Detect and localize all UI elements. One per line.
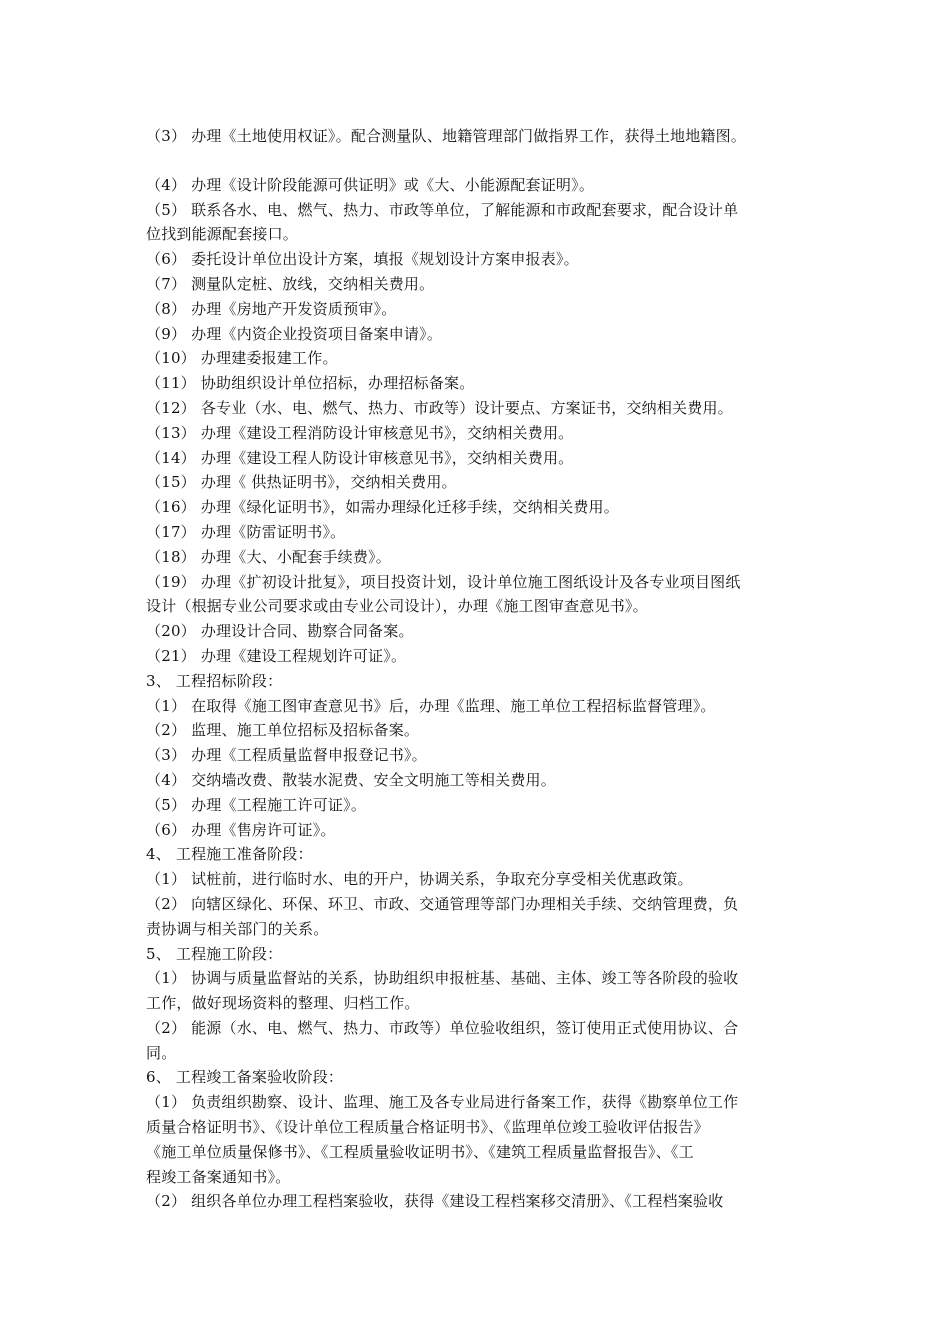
text-line: （1） 在取得《施工图审查意见书》后，办理《监理、施工单位工程招标监督管理》。: [146, 696, 716, 715]
text-line: （14） 办理《建设工程人防设计审核意见书》，交纳相关费用。: [146, 448, 574, 467]
text-line: （9） 办理《内资企业投资项目备案申请》。: [146, 324, 443, 343]
section-heading: 4、 工程施工准备阶段：: [146, 845, 313, 864]
text-line: 工作，做好现场资料的整理、归档工作。: [146, 994, 420, 1013]
text-line: （6） 办理《售房许可证》。: [146, 820, 336, 839]
text-line: （1） 负责组织勘察、设计、监理、施工及各专业局进行备案工作，获得《勘察单位工作: [146, 1093, 739, 1112]
text-line: （4） 办理《设计阶段能源可供证明》或《大、小能源配套证明》。: [146, 175, 595, 194]
text-line: 《施工单位质量保修书》、《工程质量验收证明书》、《建筑工程质量监督报告》、《工: [146, 1142, 694, 1161]
text-line: （2） 组织各单位办理工程档案验收，获得《建设工程档案移交清册》、《工程档案验收: [146, 1192, 724, 1211]
text-line: 设计（根据专业公司要求或由专业公司设计），办理《施工图审查意见书》。: [146, 597, 648, 616]
text-line: （2） 向辖区绿化、环保、环卫、市政、交通管理等部门办理相关手续、交纳管理费，负: [146, 894, 739, 913]
section-heading: 5、 工程施工阶段：: [146, 944, 283, 963]
text-line: （5） 联系各水、电、燃气、热力、市政等单位，了解能源和市政配套要求，配合设计单: [146, 200, 739, 219]
text-line: （2） 能源（水、电、燃气、热力、市政等）单位验收组织，签订使用正式使用协议、合: [146, 1018, 739, 1037]
text-line: （18） 办理《大、小配套手续费》。: [146, 547, 391, 566]
text-line: （3） 办理《工程质量监督申报登记书》。: [146, 746, 427, 765]
text-line: （16） 办理《绿化证明书》，如需办理绿化迁移手续，交纳相关费用。: [146, 498, 619, 517]
text-line: （1） 协调与质量监督站的关系，协助组织申报桩基、基础、主体、竣工等各阶段的验收: [146, 969, 739, 988]
text-line: （20） 办理设计合同、勘察合同备案。: [146, 622, 414, 641]
text-line: （15） 办理《 供热证明书》，交纳相关费用。: [146, 473, 457, 492]
text-line: 程竣工备案通知书》。: [146, 1167, 291, 1186]
section-heading: 3、 工程招标阶段：: [146, 671, 283, 690]
text-line: （4） 交纳墙改费、散装水泥费、安全文明施工等相关费用。: [146, 770, 556, 789]
text-line: 质量合格证明书》、《设计单位工程质量合格证明书》、《监理单位竣工验收评估报告》: [146, 1118, 709, 1137]
paragraph-gap: [146, 149, 826, 173]
text-line: （11） 协助组织设计单位招标，办理招标备案。: [146, 374, 475, 393]
text-line: （13） 办理《建设工程消防设计审核意见书》，交纳相关费用。: [146, 423, 574, 442]
text-line: 同。: [146, 1043, 177, 1062]
text-line: （3） 办理《土地使用权证》。配合测量队、地籍管理部门做指界工作，获得土地地籍图。: [146, 127, 747, 145]
text-line: （5） 办理《工程施工许可证》。: [146, 795, 367, 814]
text-line: （8） 办理《房地产开发资质预审》。: [146, 299, 397, 318]
text-line: （1） 试桩前，进行临时水、电的开户，协调关系，争取充分享受相关优惠政策。: [146, 870, 693, 889]
text-line: （2） 监理、施工单位招标及招标备案。: [146, 721, 420, 740]
section-heading: 6、 工程竣工备案验收阶段：: [146, 1068, 344, 1087]
text-line: （12） 各专业（水、电、燃气、热力、市政等）设计要点、方案证书，交纳相关费用。: [146, 398, 733, 417]
text-line: （17） 办理《防雷证明书》。: [146, 522, 346, 541]
text-line: （7） 测量队定桩、放线，交纳相关费用。: [146, 274, 435, 293]
text-line: 位找到能源配套接口。: [146, 225, 299, 244]
text-line: （6） 委托设计单位出设计方案，填报《规划设计方案申报表》。: [146, 250, 579, 269]
text-line: （21） 办理《建设工程规划许可证》。: [146, 646, 407, 665]
document-body: [146, 124, 826, 1214]
text-line: 责协调与相关部门的关系。: [146, 919, 329, 938]
text-line: （19） 办理《扩初设计批复》，项目投资计划，设计单位施工图纸设计及各专业项目图纸: [146, 572, 741, 591]
text-line: （10） 办理建委报建工作。: [146, 349, 338, 368]
